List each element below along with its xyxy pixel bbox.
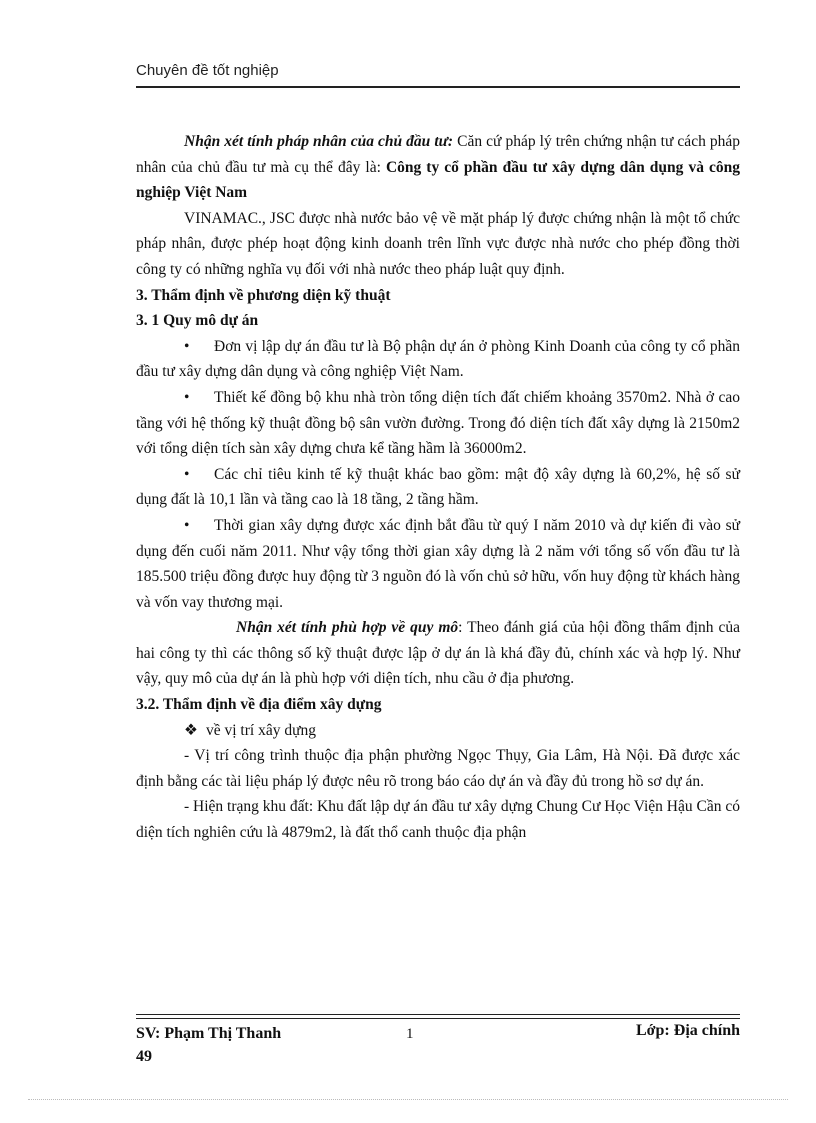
footer-class: Lớp: Địa chính xyxy=(636,1022,740,1039)
bullet-text: Đơn vị lập dự án đầu tư là Bộ phận dự án ở phòng Kinh Doanh của công ty cổ phần đầu tư xây dựng dân dụng và công nghiệp Việt Nam. xyxy=(136,337,740,381)
diamond-bullet-icon: ❖ xyxy=(184,721,198,739)
header-rule xyxy=(136,86,740,88)
scale-assessment-label: Nhận xét tính phù hợp về quy mô xyxy=(236,619,459,637)
bullet-icon: • xyxy=(184,516,190,534)
bullet-text: Các chỉ tiêu kinh tế kỹ thuật khác bao gồm: mật độ xây dựng là 60,2%, hệ số sử dụng đất là 10,1 lần và tầng cao là 18 tầng, 2 tầng hầm. xyxy=(136,465,740,509)
heading-technical-appraisal: 3. Thẩm định về phương diện kỹ thuật xyxy=(136,286,391,304)
diamond-item-text: về vị trí xây dựng xyxy=(206,721,316,739)
bullet-text: Thiết kế đồng bộ khu nhà tròn tổng diện tích đất chiếm khoảng 3570m2. Nhà ở cao tầng với hệ thống kỹ thuật đồng bộ sân vườn đường. Trong đó diện tích đất xây dựng là 2150m2 với tổng diện tích sàn xây dựng chưa kể tầng hầm là 36000m2. xyxy=(136,388,740,458)
document-body xyxy=(136,129,740,846)
footer-rule-top xyxy=(136,1014,740,1015)
bullet-item xyxy=(136,513,740,615)
paragraph-vinamac: VINAMAC., JSC được nhà nước bảo vệ về mặt pháp lý được chứng nhận là một tổ chức pháp nhân, được phép hoạt động kinh doanh trên lĩnh vực được nhà nước cho phép đồng thời công ty có những nghĩa vụ đối với nhà nước theo pháp luật quy định. xyxy=(136,209,740,278)
dash-list-item: - Hiện trạng khu đất: Khu đất lập dự án đầu tư xây dựng Chung Cư Học Viện Hậu Cần có diện tích nghiên cứu là 4879m2, là đất thổ canh thuộc địa phận xyxy=(136,798,740,842)
company-name: Công ty cổ phần đầu tư xây dựng dân dụng và công nghiệp Việt Nam xyxy=(136,158,740,202)
legal-entity-label: Nhận xét tính pháp nhân của chủ đầu tư: xyxy=(184,133,454,150)
footer-rule-bottom xyxy=(136,1018,740,1019)
student-name: SV: Phạm Thị Thanh xyxy=(136,1025,282,1042)
bullet-item xyxy=(136,385,740,462)
scale-assessment-text: : Theo đánh giá của hội đồng thẩm định của hai công ty thì các thông số kỹ thuật được lập ở dự án là khá đầy đủ, chính xác và hợp lý. Như vậy, quy mô của dự án là phù hợp với diện tích, nhu cầu ở địa phương. xyxy=(136,619,740,688)
bullet-item xyxy=(136,334,740,385)
page-bottom-divider xyxy=(28,1099,788,1100)
page-number: 1 xyxy=(406,1026,414,1042)
paragraph-scale-assessment xyxy=(136,615,740,692)
student-number: 49 xyxy=(136,1048,152,1065)
bullet-icon: • xyxy=(184,388,190,406)
bullet-item xyxy=(136,462,740,513)
dash-list-item: - Vị trí công trình thuộc địa phận phường Ngọc Thụy, Gia Lâm, Hà Nội. Đã được xác định bằng các tài liệu pháp lý được nêu rõ trong báo cáo dự án và đầy đủ trong hồ sơ dự án. xyxy=(136,747,740,790)
bullet-icon: • xyxy=(184,337,190,355)
diamond-list-item xyxy=(136,718,740,744)
footer-student xyxy=(136,1022,281,1068)
bullet-text: Thời gian xây dựng được xác định bắt đầu từ quý I năm 2010 và dự kiến đi vào sử dụng đến cuối năm 2011. Như vậy tổng thời gian xây dựng là 2 năm với tổng số vốn đầu tư là 185.500 triệu đồng được huy động từ 3 nguồn đó là vốn chủ sở hữu, vốn huy động từ khách hàng và vốn vay thương mại. xyxy=(136,516,740,611)
bullet-icon: • xyxy=(184,465,190,483)
paragraph-legal-entity xyxy=(136,129,740,206)
running-header: Chuyên đề tốt nghiệp xyxy=(136,62,279,79)
heading-project-scale: 3. 1 Quy mô dự án xyxy=(136,312,259,330)
legal-entity-text: Căn cứ pháp lý trên chứng nhận tư cách pháp nhân của chủ đầu tư mà cụ thể đây là: xyxy=(136,133,740,176)
heading-location-appraisal: 3.2. Thẩm định về địa điểm xây dựng xyxy=(136,696,382,714)
